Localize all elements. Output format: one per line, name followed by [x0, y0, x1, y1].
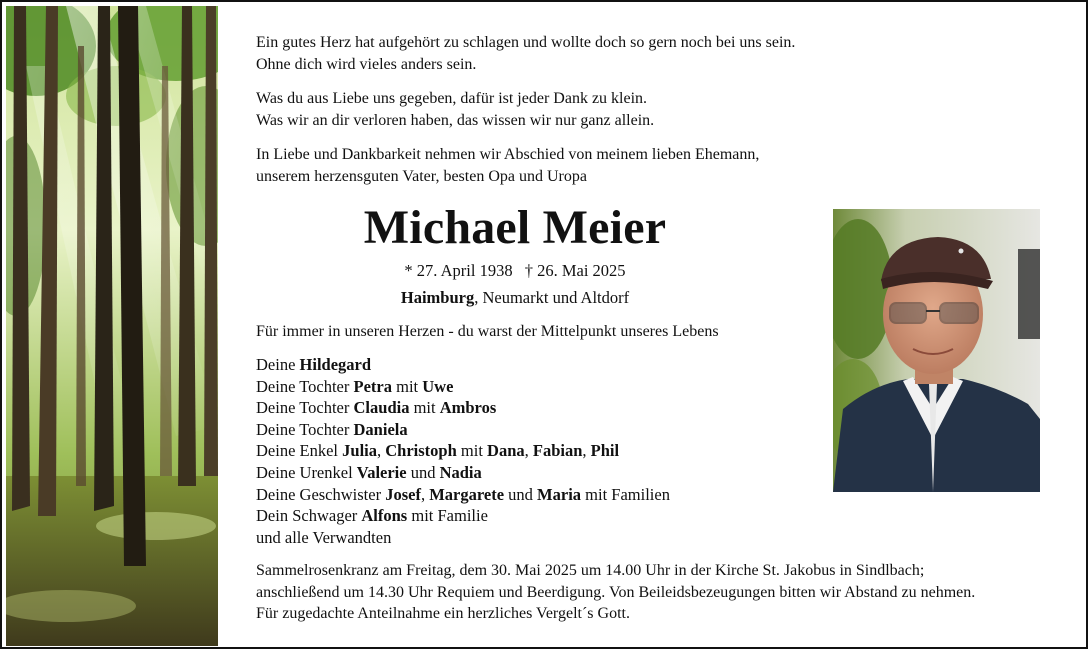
verse-line-2: Ohne dich wird vieles anders sein. [256, 56, 477, 73]
mourner-row: Deine Tochter Petra mit Uwe [256, 376, 454, 396]
mourner-row: Deine Tochter Daniela [256, 419, 408, 439]
verse-line-4: Was wir an dir verloren haben, das wissen wir nur ganz allein. [256, 112, 655, 129]
place-primary: Haimburg [400, 288, 475, 307]
mourner-row: Deine Tochter Claudia mit Ambros [256, 398, 497, 418]
mourner-row: Deine Hildegard [256, 355, 372, 374]
mourner-row: Deine Urenkel Valerie und Nadia [256, 462, 482, 482]
verse-line-1: Ein gutes Herz hat aufgehört zu schlagen und wollte doch so gern noch bei uns sein. [256, 34, 796, 51]
mourner-row: und alle Verwandten [256, 527, 392, 547]
home-places [255, 287, 775, 309]
place-others: , Neumarkt und Altdorf [474, 288, 630, 307]
intro-line-2: unserem herzensguten Vater, besten Opa und Uropa [256, 168, 587, 185]
birth-date: * 27. April 1938 [404, 261, 513, 280]
portrait-photo [833, 209, 1040, 492]
intro-line-1: In Liebe und Dankbarkeit nehmen wir Abschied von meinem lieben Ehemann, [256, 146, 760, 163]
mourner-row: Dein Schwager Alfons mit Familie [256, 506, 488, 526]
mourner-row: Deine Geschwister Josef, Margarete und Maria mit Familien [256, 484, 670, 504]
verse-line-3: Was du aus Liebe uns gegeben, dafür ist jeder Dank zu klein. [256, 90, 648, 107]
service-line-2: anschließend um 14.30 Uhr Requiem und Beerdigung. Von Beileidsbezeugungen bitten wir Abstand zu nehmen. [256, 583, 976, 601]
service-line-1: Sammelrosenkranz am Freitag, dem 30. Mai 2025 um 14.00 Uhr in der Kirche St. Jakobus in Sindlbach; [256, 562, 925, 579]
life-dates [255, 260, 775, 282]
mourners-list [256, 354, 670, 548]
deceased-name: Michael Meier [363, 201, 667, 254]
motto: Für immer in unseren Herzen - du warst der Mittelpunkt unseres Lebens [256, 323, 719, 340]
service-line-3: Für zugedachte Anteilnahme ein herzliches Vergelt´s Gott. [256, 605, 630, 622]
service-info [256, 560, 975, 625]
death-date: † 26. Mai 2025 [524, 261, 626, 280]
mourner-row: Deine Enkel Julia, Christoph mit Dana, Fabian, Phil [256, 441, 620, 461]
